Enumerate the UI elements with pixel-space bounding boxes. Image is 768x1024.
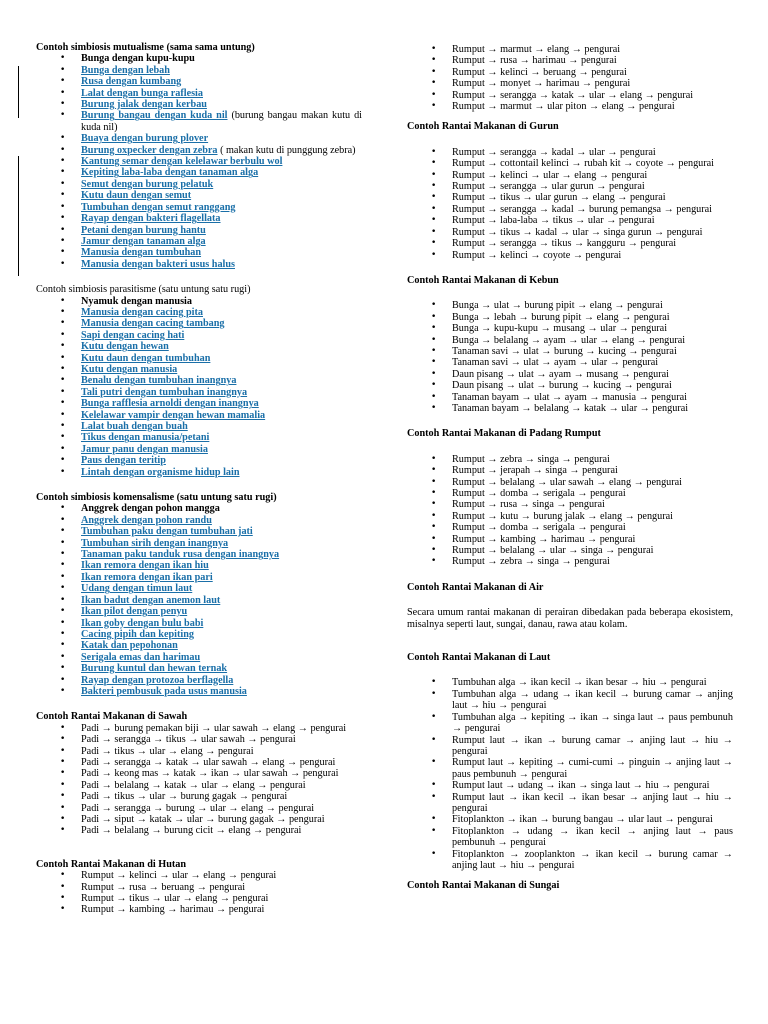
item-text: Rumput → jerapah → singa → pengurai bbox=[452, 465, 618, 477]
list-item[interactable] bbox=[36, 76, 362, 87]
section-heading: Contoh Rantai Makanan di Padang Rumput bbox=[407, 428, 601, 440]
list-item[interactable] bbox=[36, 410, 362, 421]
section-list bbox=[407, 677, 733, 871]
list-item bbox=[407, 357, 733, 368]
item-text: Bunga → lebah → burung pipit → elang → pengurai bbox=[452, 311, 670, 323]
item-text: Padi → burung pemakan biji → ular sawah → elang → pengurai bbox=[81, 722, 347, 734]
list-item[interactable] bbox=[36, 432, 362, 443]
item-text: Rumput laut → kepiting → cumi-cumi → pinguin → anjing laut → paus pembunuh → pengurai bbox=[452, 757, 733, 780]
item-link[interactable]: Cacing pipih dan kepiting bbox=[81, 628, 194, 640]
item-text: Rumput → zebra → singa → pengurai bbox=[452, 453, 610, 465]
item-text: Fitoplankton → zooplankton → ikan kecil → burung camar → anjing laut → hiu → pengurai bbox=[452, 848, 733, 871]
section-list bbox=[407, 147, 733, 261]
list-item bbox=[36, 882, 362, 893]
item-text: Rumput → tikus → ular → elang → pengurai bbox=[81, 893, 269, 905]
item-text: Rumput → kelinci → beruang → pengurai bbox=[452, 66, 627, 78]
spacer bbox=[407, 133, 733, 147]
list-item bbox=[407, 826, 733, 849]
list-item bbox=[407, 147, 733, 158]
item-text: Tumbuhan alga → ikan kecil → ikan besar → hiu → pengurai bbox=[452, 677, 707, 689]
item-link[interactable]: Burung bangau dengan kuda nil bbox=[81, 110, 228, 122]
item-text: Tanaman savi → ulat → burung → kucing → pengurai bbox=[452, 345, 677, 357]
list-item bbox=[407, 369, 733, 380]
item-link[interactable]: Lalat dengan bunga raflesia bbox=[81, 87, 203, 99]
list-item[interactable] bbox=[36, 247, 362, 258]
item-text: Rumput → kambing → harimau → pengurai bbox=[81, 904, 265, 916]
list-item bbox=[407, 792, 733, 815]
list-item[interactable] bbox=[36, 583, 362, 594]
item-text: Rumput → belalang → ular → singa → pengurai bbox=[452, 545, 654, 557]
list-item bbox=[407, 689, 733, 712]
spacer bbox=[36, 478, 362, 492]
item-text: Rumput → rusa → beruang → pengurai bbox=[81, 881, 246, 893]
list-item[interactable] bbox=[36, 259, 362, 270]
item-text: Daun pisang → ulat → ayam → musang → pengurai bbox=[452, 368, 670, 380]
list-item bbox=[36, 746, 362, 757]
list-item[interactable] bbox=[36, 65, 362, 76]
list-item bbox=[407, 312, 733, 323]
list-item[interactable] bbox=[36, 341, 362, 352]
list-item[interactable] bbox=[36, 364, 362, 375]
item-link[interactable]: Rayap dengan protozoa berflagella bbox=[81, 674, 234, 686]
item-text: Bunga → kupu-kupu → musang → ular → pengurai bbox=[452, 323, 668, 335]
list-item bbox=[36, 503, 362, 514]
item-text: Rumput → kelinci → coyote → pengurai bbox=[452, 249, 622, 261]
list-item[interactable] bbox=[36, 213, 362, 224]
item-link[interactable]: Tikus dengan manusia/petani bbox=[81, 432, 210, 444]
list-item bbox=[36, 768, 362, 779]
list-item[interactable] bbox=[36, 421, 362, 432]
spacer bbox=[407, 568, 733, 582]
item-link[interactable]: Jamur dengan tanaman alga bbox=[81, 235, 206, 247]
spacer bbox=[407, 112, 733, 121]
list-item bbox=[407, 323, 733, 334]
section-heading: Contoh Rantai Makanan di Gurun bbox=[407, 121, 559, 133]
item-link[interactable]: Paus dengan teritip bbox=[81, 455, 166, 467]
list-item bbox=[407, 346, 733, 357]
item-link[interactable]: Burung oxpecker dengan zebra bbox=[81, 144, 218, 156]
item-text: Padi → serangga → burung → ular → elang → pengurai bbox=[81, 802, 315, 814]
item-text: Bunga dengan kupu-kupu bbox=[81, 53, 195, 65]
list-item[interactable] bbox=[36, 156, 362, 167]
item-text: Rumput → domba → serigala → pengurai bbox=[452, 488, 626, 499]
item-text: Rumput → serangga → tikus → kangguru → pengurai bbox=[452, 238, 677, 250]
spacer bbox=[407, 414, 733, 428]
list-item[interactable] bbox=[36, 526, 362, 537]
list-item bbox=[407, 170, 733, 181]
item-link[interactable]: Bunga dengan lebah bbox=[81, 64, 170, 76]
list-item bbox=[407, 158, 733, 169]
list-item bbox=[36, 814, 362, 825]
list-item[interactable] bbox=[36, 455, 362, 466]
item-link[interactable]: Manusia dengan bakteri usus halus bbox=[81, 258, 235, 270]
list-item[interactable] bbox=[36, 375, 362, 386]
list-item bbox=[407, 55, 733, 66]
section-heading: Contoh Rantai Makanan di Sungai bbox=[407, 880, 560, 892]
item-link[interactable]: Tanaman paku tanduk rusa dengan inangnya bbox=[81, 549, 280, 561]
item-link[interactable]: Burung kuntul dan hewan ternak bbox=[81, 663, 228, 675]
item-link[interactable]: Ikan badut dengan anemon laut bbox=[81, 594, 221, 606]
list-item bbox=[407, 677, 733, 688]
list-item[interactable] bbox=[36, 560, 362, 571]
spacer bbox=[36, 837, 362, 859]
list-item[interactable] bbox=[36, 686, 362, 697]
spacer bbox=[407, 871, 733, 880]
item-text: Padi → siput → katak → ular → burung gagak → pengurai bbox=[81, 814, 325, 825]
list-item bbox=[407, 522, 733, 533]
item-link[interactable]: Bakteri pembusuk pada usus manusia bbox=[81, 685, 247, 697]
item-text: Tumbuhan alga → kepiting → ikan → singa laut → paus pembunuh → pengurai bbox=[452, 711, 733, 735]
list-item[interactable] bbox=[36, 236, 362, 247]
item-link[interactable]: Udang dengan timun laut bbox=[81, 583, 193, 595]
list-item bbox=[407, 465, 733, 476]
list-item[interactable] bbox=[36, 515, 362, 526]
list-item bbox=[407, 499, 733, 510]
list-item bbox=[36, 296, 362, 307]
item-text: Tanaman bayam → belalang → katak → ular → pengurai bbox=[452, 402, 689, 414]
item-link[interactable]: Ikan remora dengan ikan hiu bbox=[81, 560, 209, 572]
list-item bbox=[407, 335, 733, 346]
margin-line bbox=[18, 156, 19, 276]
list-item bbox=[407, 849, 733, 872]
spacer bbox=[407, 630, 733, 652]
item-link[interactable]: Kutu daun dengan semut bbox=[81, 190, 192, 202]
spacer bbox=[407, 663, 733, 677]
item-text: Tanaman savi → ulat → ayam → ular → pengurai bbox=[452, 357, 659, 369]
list-item[interactable] bbox=[36, 663, 362, 674]
item-link[interactable]: Tumbuhan dengan semut ranggang bbox=[81, 201, 236, 213]
item-text: Rumput → rusa → singa → pengurai bbox=[452, 499, 605, 511]
list-item bbox=[407, 403, 733, 414]
item-text: Rumput → serangga → ular gurun → pengurai bbox=[452, 181, 645, 193]
item-text: Rumput → domba → serigala → pengurai bbox=[452, 522, 626, 534]
item-link[interactable]: Ikan pilot dengan penyu bbox=[81, 606, 188, 618]
item-text: Padi → tikus → ular → burung gagak → pengurai bbox=[81, 791, 288, 803]
list-item bbox=[36, 904, 362, 915]
list-item bbox=[407, 545, 733, 556]
item-text: Fitoplankton → ikan → burung bangau → ular laut → pengurai bbox=[452, 814, 713, 826]
item-link[interactable]: Kutu dengan manusia bbox=[81, 363, 178, 375]
list-item[interactable] bbox=[36, 606, 362, 617]
section-heading: Contoh Rantai Makanan di Kebun bbox=[407, 274, 559, 286]
item-text: Anggrek dengan pohon mangga bbox=[81, 503, 220, 515]
list-item bbox=[407, 300, 733, 311]
list-item[interactable] bbox=[36, 444, 362, 455]
item-link[interactable]: Ikan goby dengan bulu babi bbox=[81, 617, 204, 629]
item-text: Rumput → tikus → ular gurun → elang → pengurai bbox=[452, 192, 666, 204]
list-item bbox=[407, 454, 733, 465]
list-item[interactable] bbox=[36, 110, 362, 133]
item-text: Rumput → serangga → kadal → burung pemangsa → pengurai bbox=[452, 203, 713, 215]
item-text: Nyamuk dengan manusia bbox=[81, 295, 192, 307]
item-text: Rumput laut → ikan kecil → ikan besar → anjing laut → hiu → pengurai bbox=[452, 791, 733, 814]
item-text: Rumput laut → ikan → burung camar → anjing laut → hiu → pengurai bbox=[452, 734, 733, 757]
list-item[interactable] bbox=[36, 330, 362, 341]
spacer bbox=[407, 261, 733, 275]
list-item bbox=[36, 791, 362, 802]
list-item bbox=[407, 392, 733, 403]
item-text: Rumput → marmut → elang → pengurai bbox=[452, 44, 621, 55]
item-link[interactable]: Benalu dengan tumbuhan inangnya bbox=[81, 375, 237, 387]
list-item bbox=[407, 556, 733, 567]
list-item[interactable] bbox=[36, 398, 362, 409]
item-text: Rumput → cottontail kelinci → rubah kit → coyote → pengurai bbox=[452, 158, 714, 170]
item-link[interactable]: Rusa dengan kumbang bbox=[81, 76, 182, 88]
item-text: Padi → belalang → katak → ular → elang → pengurai bbox=[81, 779, 306, 791]
item-text: Padi → belalang → burung cicit → elang → pengurai bbox=[81, 825, 302, 837]
list-item[interactable] bbox=[36, 572, 362, 583]
list-item bbox=[36, 803, 362, 814]
list-item[interactable] bbox=[36, 675, 362, 686]
section-list bbox=[36, 723, 362, 837]
spacer bbox=[36, 697, 362, 711]
list-item[interactable] bbox=[36, 145, 362, 156]
item-link[interactable]: Semut dengan burung pelatuk bbox=[81, 178, 214, 190]
item-text: Rumput laut → udang → ikan → singa laut → hiu → pengurai bbox=[452, 780, 710, 792]
list-item bbox=[36, 757, 362, 768]
item-link[interactable]: Tumbuhan paku dengan tumbuhan jati bbox=[81, 526, 253, 538]
item-text: Rumput → kelinci → ular → elang → pengurai bbox=[452, 169, 648, 181]
item-link[interactable]: Manusia dengan cacing pita bbox=[81, 306, 203, 318]
item-link[interactable]: Manusia dengan cacing tambang bbox=[81, 318, 225, 330]
section-heading: Contoh Rantai Makanan di Hutan bbox=[36, 858, 187, 870]
list-item[interactable] bbox=[36, 595, 362, 606]
list-item bbox=[407, 814, 733, 825]
list-item bbox=[407, 511, 733, 522]
section-list bbox=[407, 454, 733, 568]
list-item bbox=[407, 250, 733, 261]
item-text: Rumput → serangga → kadal → ular → pengurai bbox=[452, 146, 656, 158]
section-heading: Contoh simbiosis komensalisme (satu untung satu rugi) bbox=[36, 492, 277, 504]
item-text: Rumput → tikus → kadal → ular → singa gurun → pengurai bbox=[452, 226, 703, 238]
list-item[interactable] bbox=[36, 318, 362, 329]
list-item[interactable] bbox=[36, 99, 362, 110]
paragraph: Secara umum rantai makanan di perairan dibedakan pada beberapa ekosistem, misalnya seperti laut, sungai, danau, rawa atau kolam. bbox=[407, 607, 733, 630]
list-item bbox=[36, 780, 362, 791]
item-link[interactable]: Tumbuhan sirih dengan inangnya bbox=[81, 537, 229, 549]
item-text: Rumput → laba-laba → tikus → ular → pengurai bbox=[452, 215, 655, 227]
item-link[interactable]: Buaya dengan burung plover bbox=[81, 133, 209, 145]
list-item[interactable] bbox=[36, 88, 362, 99]
list-item bbox=[36, 723, 362, 734]
item-text: Padi → serangga → katak → ular sawah → elang → pengurai bbox=[81, 756, 336, 768]
list-item bbox=[36, 825, 362, 836]
list-item[interactable] bbox=[36, 307, 362, 318]
section-list bbox=[36, 53, 362, 270]
spacer bbox=[36, 270, 362, 284]
section-heading: Contoh Rantai Makanan di Sawah bbox=[36, 711, 188, 723]
list-item[interactable] bbox=[36, 387, 362, 398]
section-heading: Contoh simbiosis mutualisme (sama sama untung) bbox=[36, 42, 255, 53]
item-text: Rumput → zebra → singa → pengurai bbox=[452, 556, 610, 568]
list-item bbox=[407, 488, 733, 499]
item-text: Tanaman bayam → ulat → ayam → manusia → pengurai bbox=[452, 391, 687, 403]
item-link[interactable]: Burung jalak dengan kerbau bbox=[81, 99, 207, 111]
list-item[interactable] bbox=[36, 538, 362, 549]
item-text: Rumput → marmut → ular piton → elang → pengurai bbox=[452, 101, 675, 113]
item-link[interactable]: Tali putri dengan tumbuhan inangnya bbox=[81, 386, 248, 398]
item-link[interactable]: Kutu daun dengan tumbuhan bbox=[81, 352, 211, 364]
list-item[interactable] bbox=[36, 640, 362, 651]
list-item bbox=[407, 101, 733, 112]
item-link[interactable]: Serigala emas dan harimau bbox=[81, 651, 201, 663]
list-item[interactable] bbox=[36, 353, 362, 364]
item-link[interactable]: Katak dan pepohonan bbox=[81, 640, 178, 652]
section-list bbox=[407, 44, 733, 112]
list-item bbox=[407, 67, 733, 78]
list-item bbox=[407, 712, 733, 735]
list-item[interactable] bbox=[36, 652, 362, 663]
item-text: Rumput → belalang → ular sawah → elang → pengurai bbox=[452, 476, 683, 488]
item-text: Daun pisang → ulat → burung → kucing → pengurai bbox=[452, 380, 672, 392]
item-link[interactable]: Manusia dengan tumbuhan bbox=[81, 247, 202, 259]
list-item[interactable] bbox=[36, 179, 362, 190]
item-text: Padi → tikus → ular → elang → pengurai bbox=[81, 745, 254, 757]
list-item bbox=[36, 870, 362, 881]
item-link[interactable]: Lintah dengan organisme hidup lain bbox=[81, 466, 240, 478]
item-text: Rumput → serangga → katak → ular → elang → pengurai bbox=[452, 89, 694, 101]
list-item[interactable] bbox=[36, 202, 362, 213]
list-item bbox=[407, 477, 733, 488]
list-item bbox=[407, 227, 733, 238]
list-item[interactable] bbox=[36, 618, 362, 629]
left-column bbox=[36, 42, 362, 916]
spacer bbox=[407, 593, 733, 607]
item-text: Rumput → kutu → burung jalak → elang → pengurai bbox=[452, 510, 673, 522]
list-item bbox=[407, 380, 733, 391]
list-item bbox=[407, 90, 733, 101]
section-heading: Contoh Rantai Makanan di Laut bbox=[407, 652, 551, 664]
list-item[interactable] bbox=[36, 225, 362, 236]
list-item bbox=[407, 735, 733, 758]
list-item bbox=[407, 78, 733, 89]
list-item[interactable] bbox=[36, 467, 362, 478]
item-link[interactable]: Jamur panu dengan manusia bbox=[81, 443, 208, 455]
section-list bbox=[407, 300, 733, 414]
spacer bbox=[407, 440, 733, 454]
item-link[interactable]: Kelelawar vampir dengan hewan mamalia bbox=[81, 409, 266, 421]
item-text: Fitoplankton → udang → ikan kecil → anjing laut → paus pembunuh → pengurai bbox=[452, 825, 733, 849]
list-item[interactable] bbox=[36, 549, 362, 560]
item-text: Padi → keong mas → katak → ikan → ular sawah → pengurai bbox=[81, 768, 339, 780]
list-item bbox=[36, 893, 362, 904]
item-note: (burung bangau makan kutu di kuda nil) bbox=[81, 110, 362, 133]
list-item[interactable] bbox=[36, 629, 362, 640]
item-link[interactable]: Sapi dengan cacing hati bbox=[81, 329, 185, 341]
list-item bbox=[407, 44, 733, 55]
item-text: Bunga → belalang → ayam → ular → elang → pengurai bbox=[452, 334, 686, 346]
list-item bbox=[407, 204, 733, 215]
section-heading: Contoh simbiosis parasitisme (satu untung satu rugi) bbox=[36, 284, 251, 296]
margin-line bbox=[18, 66, 19, 118]
list-item bbox=[407, 757, 733, 780]
item-text: Padi → serangga → tikus → ular sawah → pengurai bbox=[81, 734, 296, 746]
item-text: Rumput → kambing → harimau → pengurai bbox=[452, 533, 636, 545]
list-item bbox=[36, 53, 362, 64]
list-item bbox=[407, 238, 733, 249]
list-item[interactable] bbox=[36, 167, 362, 178]
item-text: Rumput → monyet → harimau → pengurai bbox=[452, 78, 631, 90]
section-heading: Contoh Rantai Makanan di Air bbox=[407, 581, 544, 593]
spacer bbox=[407, 286, 733, 300]
list-item bbox=[407, 534, 733, 545]
item-link[interactable]: Petani dengan burung hantu bbox=[81, 224, 206, 236]
list-item bbox=[407, 192, 733, 203]
item-link[interactable]: Kutu dengan hewan bbox=[81, 341, 169, 353]
list-item bbox=[36, 734, 362, 745]
list-item bbox=[407, 780, 733, 791]
item-link[interactable]: Bunga rafflesia arnoldi dengan inangnya bbox=[81, 398, 259, 410]
item-text: Rumput → kelinci → ular → elang → pengurai bbox=[81, 870, 277, 882]
list-item bbox=[407, 181, 733, 192]
right-column bbox=[407, 44, 733, 892]
section-list bbox=[36, 870, 362, 916]
item-link[interactable]: Lalat buah dengan buah bbox=[81, 421, 188, 432]
list-item bbox=[407, 215, 733, 226]
item-text: Tumbuhan alga → udang → ikan kecil → burung camar → anjing laut → hiu → pengurai bbox=[452, 688, 733, 712]
item-text: Bunga → ulat → burung pipit → elang → pengurai bbox=[452, 300, 663, 312]
item-link[interactable]: Anggrek dengan pohon randu bbox=[81, 514, 212, 526]
list-item[interactable] bbox=[36, 190, 362, 201]
item-note: ( makan kutu di punggung zebra) bbox=[217, 144, 356, 156]
item-link[interactable]: Kantung semar dengan kelelawar berbulu wol bbox=[81, 156, 283, 168]
section-list bbox=[36, 296, 362, 479]
list-item[interactable] bbox=[36, 133, 362, 144]
item-link[interactable]: Rayap dengan bakteri flagellata bbox=[81, 213, 221, 225]
item-link[interactable]: Kepiting laba-laba dengan tanaman alga bbox=[81, 167, 259, 179]
item-text: Rumput → rusa → harimau → pengurai bbox=[452, 55, 617, 67]
item-link[interactable]: Ikan remora dengan ikan pari bbox=[81, 571, 213, 583]
section-list bbox=[36, 503, 362, 697]
